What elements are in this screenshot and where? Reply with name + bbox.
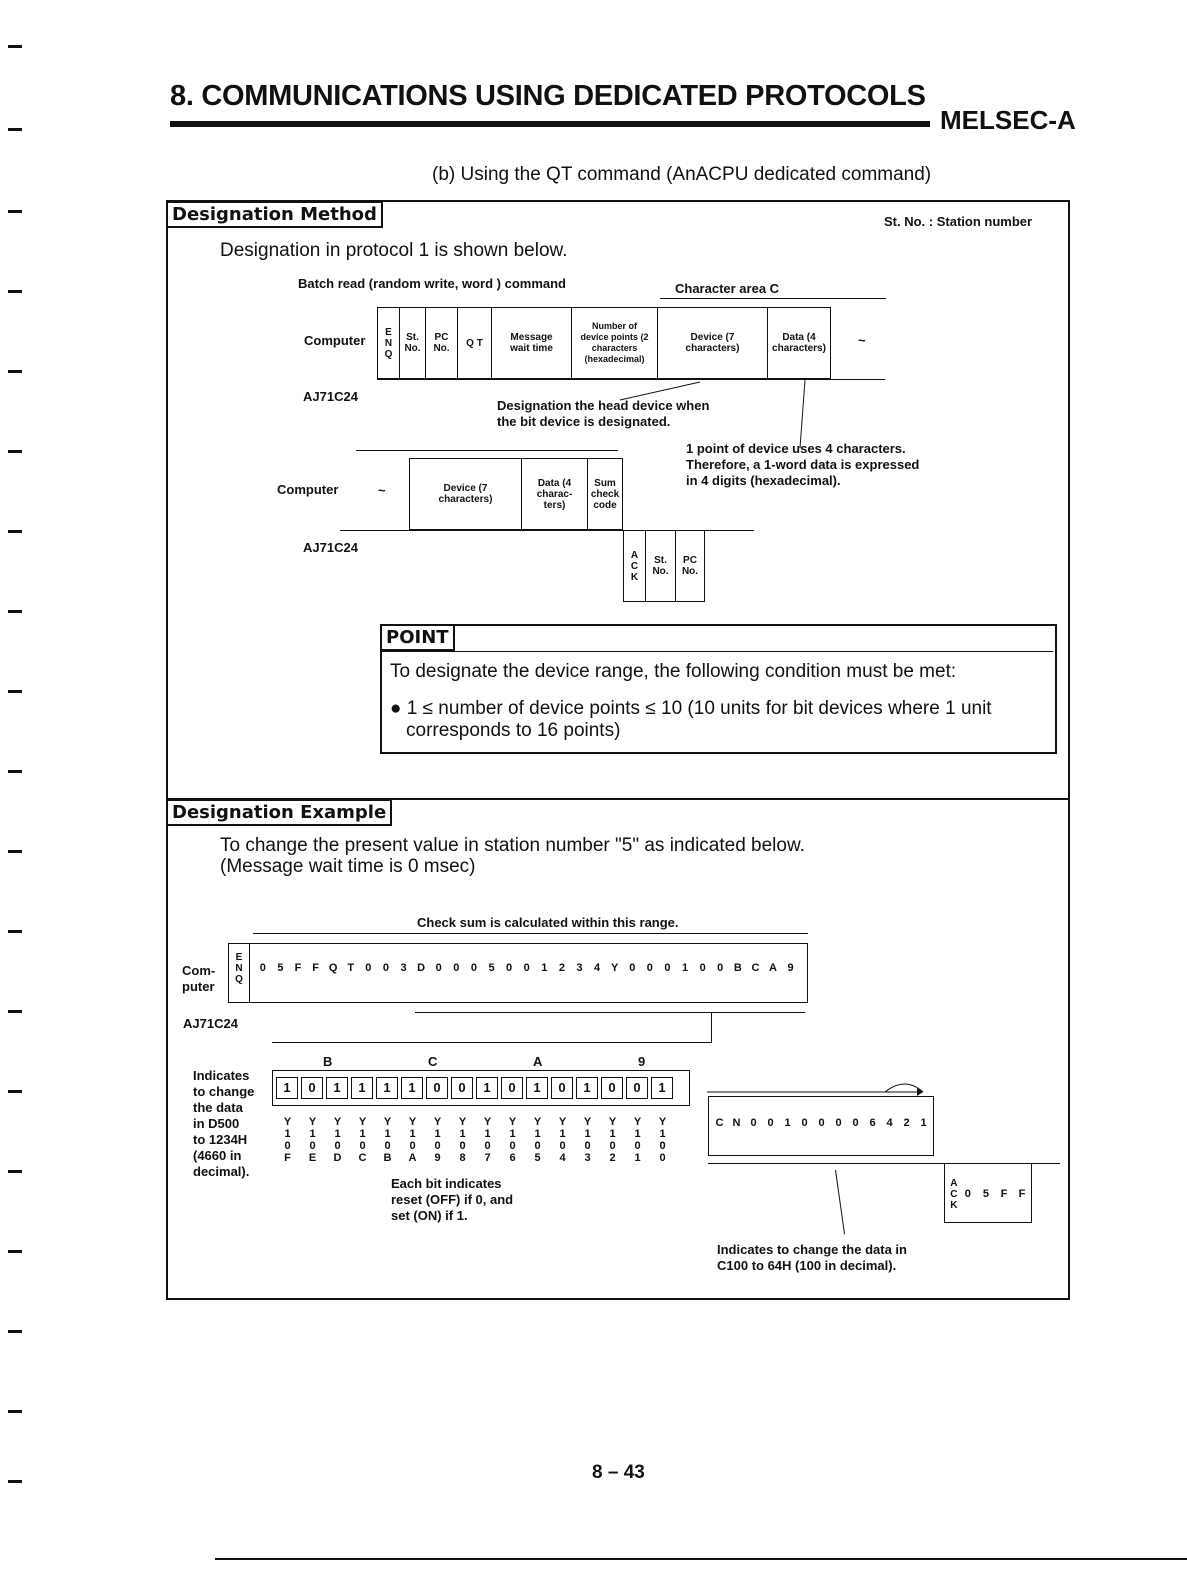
frame-char: T (347, 962, 355, 974)
bit-row (276, 1077, 676, 1099)
point-note-1: 1 point of device uses 4 characters. (686, 441, 906, 456)
frame-char: 0 (646, 962, 653, 974)
head-device-note-1: Designation the head device when (497, 398, 710, 413)
frame-char: 0 (259, 962, 266, 974)
c-note-2: C100 to 64H (100 in decimal). (717, 1258, 897, 1273)
hex-label-b: B (323, 1054, 333, 1069)
header-rule (170, 121, 930, 127)
c-frame-char: 0 (835, 1117, 842, 1129)
frame-char: B (733, 962, 742, 974)
c-frame-char: 1 (920, 1117, 927, 1129)
c-frame-char: 0 (767, 1117, 774, 1129)
computer-label-1: Computer (304, 333, 366, 348)
frame-char: 0 (699, 962, 706, 974)
pc-number-field: PC No. (433, 332, 450, 354)
bottom-rule (215, 1558, 1187, 1560)
frame-char: 0 (453, 962, 460, 974)
point-line-1: To designate the device range, the following condition must be met: (390, 661, 957, 682)
frame-char: 5 (488, 962, 495, 974)
point-line-3: corresponds to 16 points) (406, 720, 621, 741)
checksum-note: Check sum is calculated within this range. (417, 915, 679, 930)
bit-cell: 0 (501, 1077, 523, 1099)
bit-note: Each bit indicates reset (OFF) if 0, and set (ON) if 1. (391, 1176, 514, 1223)
page-number: 8 – 43 (592, 1462, 645, 1483)
y-label: Y 1 0 2 (608, 1116, 617, 1164)
section-title: 8. COMMUNICATIONS USING DEDICATED PROTOCOLS (170, 80, 926, 112)
y-label: Y 1 0 E (308, 1116, 317, 1164)
frame-char: 0 (435, 962, 442, 974)
y-label: Y 1 0 A (408, 1116, 417, 1164)
example-intro-2: (Message wait time is 0 msec) (220, 856, 476, 877)
bit-cell: 1 (326, 1077, 348, 1099)
frame-char: D (417, 962, 426, 974)
y-label: Y 1 0 4 (558, 1116, 567, 1164)
hex-label-c: C (428, 1054, 438, 1069)
c-frame-char: 0 (801, 1117, 808, 1129)
station-number-legend: St. No. : Station number (884, 214, 1033, 229)
ack-2-label: ACK (950, 1178, 958, 1211)
indicates-left: Indicates to change the data in D500 to 1234H (4660 in decimal). (193, 1068, 255, 1179)
y-label-row (275, 1116, 675, 1164)
tilde-1: ~ (858, 333, 866, 348)
c-frame-char: 2 (903, 1117, 910, 1129)
data-field-2: Data (4 charac- ters) (536, 477, 573, 511)
y-label: Y 1 0 0 (658, 1116, 667, 1164)
frame-char: 0 (470, 962, 477, 974)
point-line-2: ● 1 ≤ number of device points ≤ 10 (10 units for bit devices where 1 unit (390, 698, 992, 719)
frame-char: 0 (506, 962, 513, 974)
bit-cell: 0 (601, 1077, 623, 1099)
batch-command-label: Batch read (random write, word ) command (298, 276, 566, 291)
subheading: (b) Using the QT command (AnACPU dedicated command) (432, 164, 932, 185)
example-intro-1: To change the present value in station number "5" as indicated below. (220, 835, 805, 856)
y-label: Y 1 0 F (283, 1116, 292, 1164)
bit-cell: 0 (301, 1077, 323, 1099)
designation-example-tag: Designation Example (166, 799, 392, 826)
char-area-arrow (660, 298, 886, 299)
designation-method-tag: Designation Method (166, 201, 383, 228)
bit-cell: 0 (426, 1077, 448, 1099)
example-frame (250, 943, 808, 1003)
character-area-label: Character area C (675, 281, 780, 296)
checksum-range-line (253, 933, 808, 934)
frame-char: 0 (664, 962, 671, 974)
connector-drop (711, 1012, 712, 1042)
enq-cell-3: ENQ (228, 943, 250, 1003)
message-wait-field: Message wait time (510, 332, 553, 354)
frame-char: 3 (576, 962, 583, 974)
aj71c24-label-1: AJ71C24 (303, 389, 358, 404)
ack-station-field: St. No. (652, 555, 669, 577)
frame-char: 1 (541, 962, 548, 974)
device-field: Device (7 characters) (685, 332, 740, 354)
frame-char: 9 (787, 962, 794, 974)
bit-cell: 1 (476, 1077, 498, 1099)
y-label: Y 1 0 D (333, 1116, 342, 1164)
frame-char: Q (328, 962, 338, 974)
sum-check-field: Sum check code (590, 477, 620, 511)
frame-char: 5 (277, 962, 284, 974)
request-frame (377, 307, 831, 379)
point-divider (382, 651, 1053, 652)
point-tag: POINT (380, 624, 455, 651)
head-device-note-2: the bit device is designated. (497, 414, 671, 429)
bit-cell: 0 (451, 1077, 473, 1099)
frame-char: C (751, 962, 760, 974)
c-frame-char: 1 (784, 1117, 791, 1129)
c-frame-char: 4 (886, 1117, 893, 1129)
y-label: Y 1 0 C (358, 1116, 367, 1164)
frame-char: F (294, 962, 302, 974)
frame2-topline (356, 450, 618, 451)
frame-char: 3 (400, 962, 407, 974)
data-field: Data (4 characters) (772, 332, 826, 354)
computer-label-2: Computer (277, 482, 339, 497)
example-range-line (415, 1012, 805, 1013)
bit-cell: 1 (401, 1077, 423, 1099)
frame-char: A (769, 962, 777, 974)
brand-label: MELSEC-A (940, 105, 1076, 135)
c-frame-char: 0 (818, 1117, 825, 1129)
ack-frame-2: ACK 0 5 F F (944, 1163, 1032, 1223)
y-label: Y 1 0 6 (508, 1116, 517, 1164)
frame-char: 0 (365, 962, 372, 974)
ack-frame (623, 530, 705, 602)
ack-field: ACK (630, 549, 639, 583)
point-note-3: in 4 digits (hexadecimal). (686, 473, 841, 488)
bit-cell: 0 (551, 1077, 573, 1099)
frame-char: F (312, 962, 319, 974)
connector-line (272, 1042, 712, 1043)
frame-char: 0 (523, 962, 530, 974)
y-label: Y 1 0 7 (483, 1116, 492, 1164)
frame-char: 1 (681, 962, 689, 974)
frame-char: 4 (594, 962, 601, 974)
hex-label-a: A (533, 1054, 543, 1069)
bit-cell: 1 (651, 1077, 673, 1099)
bit-cell: 0 (626, 1077, 648, 1099)
computer-label-3: Com- puter (182, 963, 216, 994)
c-frame-char: 6 (869, 1117, 876, 1129)
y-label: Y 1 0 3 (583, 1116, 592, 1164)
aj71c24-label-3: AJ71C24 (183, 1016, 238, 1031)
c-frame-char: 0 (750, 1117, 757, 1129)
device-points-field: Number of device points (2 characters (hexadecimal) (580, 321, 649, 364)
bit-cell: 1 (351, 1077, 373, 1099)
frame-char: Y (611, 962, 619, 974)
hex-label-9: 9 (638, 1054, 646, 1069)
bit-cell: 1 (376, 1077, 398, 1099)
c-frame (708, 1096, 934, 1156)
frame-char: 0 (382, 962, 390, 974)
c-frame-char: C (715, 1117, 724, 1129)
y-label: Y 1 0 B (383, 1116, 392, 1164)
point-note-2: Therefore, a 1-word data is expressed (686, 457, 920, 472)
y-label: Y 1 0 5 (533, 1116, 542, 1164)
station-number-field: St. No. (404, 332, 421, 354)
device-field-2: Device (7 characters) (438, 483, 493, 505)
continuation-frame (409, 458, 623, 530)
ack-pc-field: PC No. (681, 555, 699, 577)
c-note-1: Indicates to change the data in (717, 1242, 907, 1257)
frame-char: 0 (717, 962, 724, 974)
bit-cell: 1 (576, 1077, 598, 1099)
c-frame-char: 0 (852, 1117, 859, 1129)
y-label: Y 1 0 9 (433, 1116, 442, 1164)
frame-char: 2 (558, 962, 565, 974)
qt-command-field: Q T (466, 337, 483, 349)
method-intro: Designation in protocol 1 is shown below. (220, 240, 568, 261)
frame-char: 0 (629, 962, 636, 974)
c-frame-char: N (732, 1117, 741, 1129)
bit-cell: 1 (526, 1077, 548, 1099)
tilde-2: ~ (378, 483, 386, 498)
y-label: Y 1 0 1 (633, 1116, 642, 1164)
bit-cell: 1 (276, 1077, 298, 1099)
aj71c24-label-2: AJ71C24 (303, 540, 358, 555)
enq-field: ENQ (384, 326, 393, 360)
y-label: Y 1 0 8 (458, 1116, 467, 1164)
